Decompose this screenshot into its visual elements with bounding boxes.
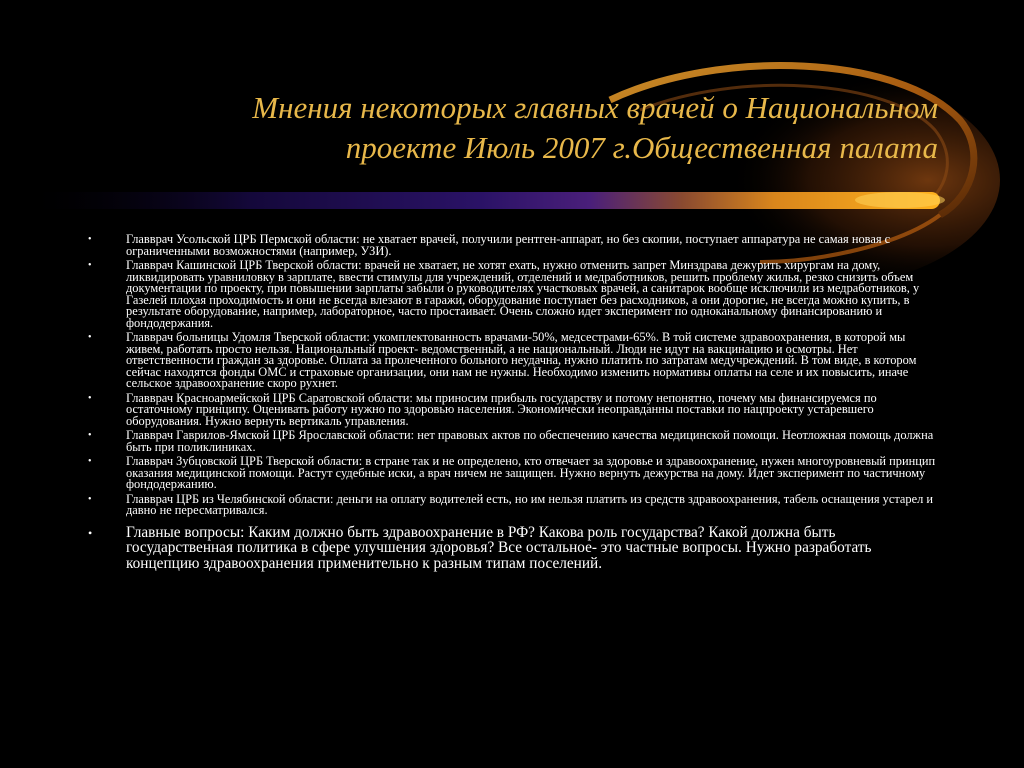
bullet-item [88, 430, 940, 453]
bullet-text: Главврач ЦРБ из Челябинской области: деньги на оплату водителей есть, но им нельзя платить из средств здравоохранения, табель оснащения устарел и давно не пересматривался. [126, 491, 933, 517]
slide-title [150, 88, 938, 168]
bullet-item [88, 332, 940, 390]
slide-title-line-2: проекте Июль 2007 г.Общественная палата [345, 130, 938, 165]
bullet-icon: • [88, 430, 92, 441]
slide-title-line-1: Мнения некоторых главных врачей о Национальном [252, 90, 938, 125]
bullet-text: Главврач Усольской ЦРБ Пермской области: не хватает врачей, получили рентген-аппарат, но без скопии, поступает аппаратура не самая новая с ограниченными возможностями (например, УЗИ). [126, 232, 891, 258]
bullet-item [88, 491, 940, 517]
bullet-list [88, 234, 940, 574]
bullet-icon: • [88, 234, 92, 245]
bullet-icon: • [88, 493, 92, 505]
bullet-text: Главврач Зубцовской ЦРБ Тверской области: в стране так и не определено, кто отвечает за здоровье и здравоохранение, нужен многоуровневый принцип оказания медицинской помощи. Растут судебные иски, а врач ничем не защищен. Нужно вернуть дежурства на дому. Идет эксперимент по частичному фондодержанию. [126, 454, 936, 491]
bullet-item [88, 234, 940, 257]
bullet-item [88, 260, 940, 329]
bullet-text-summary: Главные вопросы: Каким должно быть здравоохранение в РФ? Какова роль государства? Какой должна быть государственная политика в сфере улучшения здоровья? Все остальное- это частные вопросы. Нужно разработать концепцию здравоохранения применительно к разным типам поселений. [126, 523, 872, 572]
gradient-bar-highlight [855, 192, 945, 208]
bullet-item [88, 390, 940, 428]
bullet-item [88, 456, 940, 491]
bullet-text: Главврач больницы Удомля Тверской области: укомплектованность врачами-50%, медсестрами-65%. В той системе здравоохранения, в которой мы живем, работать просто нельзя. Национальный проект- ведомственный, а не национальный. Люди не идут на вакцинацию и осмотры. Нет ответственности граждан за здоровье. Оплата за пролеченного больного неудачна, нужно платить по затратам медучреждений. В том виде, в котором сейчас находятся фонды ОМС и страховые организации, они нам не нужны. Необходимо изменить нормативы оплаты на селе и их повысить, иначе сельское здравоохранение скоро рухнет. [126, 330, 917, 390]
gradient-bar [20, 192, 940, 209]
bullet-icon: • [88, 456, 92, 467]
bullet-icon: • [88, 392, 92, 404]
bullet-item-summary [88, 525, 940, 572]
bullet-icon: • [88, 260, 92, 271]
bullet-icon: • [88, 332, 92, 343]
bullet-text: Главврач Гаврилов-Ямской ЦРБ Ярославской области: нет правовых актов по обеспечению качества медицинской помощи. Неотложная помощь должна быть при поликлиниках. [126, 428, 934, 454]
bullet-icon: • [88, 525, 93, 540]
bullet-text: Главврач Красноармейской ЦРБ Саратовской области: мы приносим прибыль государству и потому непонятно, почему мы финансируемся по остаточному принципу. Оценивать работу нужно по здоровью населения. Экономически неоправданны поставки по нацпроекту устаревшего оборудования. Нужно вернуть вертикаль управления. [126, 390, 877, 428]
bullet-text: Главврач Кашинской ЦРБ Тверской области: врачей не хватает, не хотят ехать, нужно отменить запрет Минздрава дежурить хирургам на дому, ликвидировать уравниловку в зарплате, ввести стимулы для учреждений, отделений и медработников, решить проблему жилья, резко снизить объем документации по проекту, при повышении зарплаты забыли о руководителях участковых врачей, а санитарок вообще исключили из медработников, у Газелей плохая проходимость и они не всегда влезают в гаражи, оборудование поступает без расходников, а они дорогие, не всегда можно купить, в результате оборудование, например, лабораторное, часто простаивает. Очень сложно идет эксперимент по одноканальному финансированию и фондодержания. [126, 258, 920, 330]
